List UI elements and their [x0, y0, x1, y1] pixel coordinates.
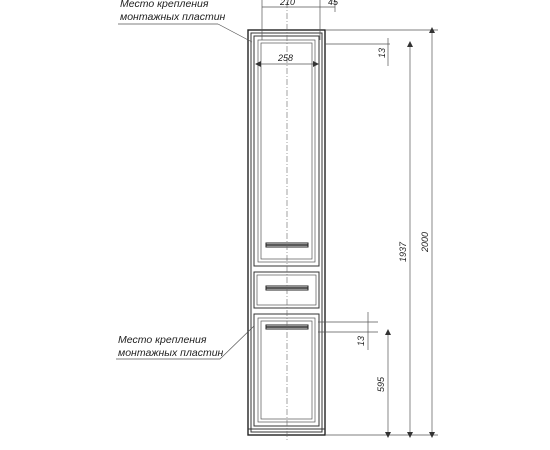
bottom-offset-dimension: [356, 312, 368, 350]
label-bottom-line2: монтажных пластин: [118, 347, 224, 359]
top-width-dimension: [262, 0, 339, 40]
dim-top-offset: 13: [377, 47, 387, 58]
dim-bottom-offset: 13: [356, 335, 366, 346]
dim-total-height: 2000: [420, 231, 430, 252]
dim-top-right-width: 45: [328, 0, 339, 7]
inner-width-dimension: [258, 53, 316, 64]
dim-lower-height: 595: [376, 376, 386, 392]
label-top-line1: Место крепления: [120, 0, 209, 10]
body-height-dimension: [398, 44, 410, 435]
mounting-label-bottom: [116, 326, 254, 359]
cabinet-body: [248, 30, 325, 435]
lower-height-dimension: [376, 332, 388, 435]
mounting-label-top: [118, 0, 252, 42]
dim-inner-width: 258: [278, 53, 294, 63]
dim-top-left-width: 210: [280, 0, 296, 7]
label-top-line2: монтажных пластин: [120, 11, 226, 23]
dim-body-height: 1937: [398, 241, 408, 262]
total-height-dimension: [420, 30, 432, 435]
label-bottom-line1: Место крепления: [118, 334, 207, 346]
top-offset-dimension: [377, 38, 388, 66]
